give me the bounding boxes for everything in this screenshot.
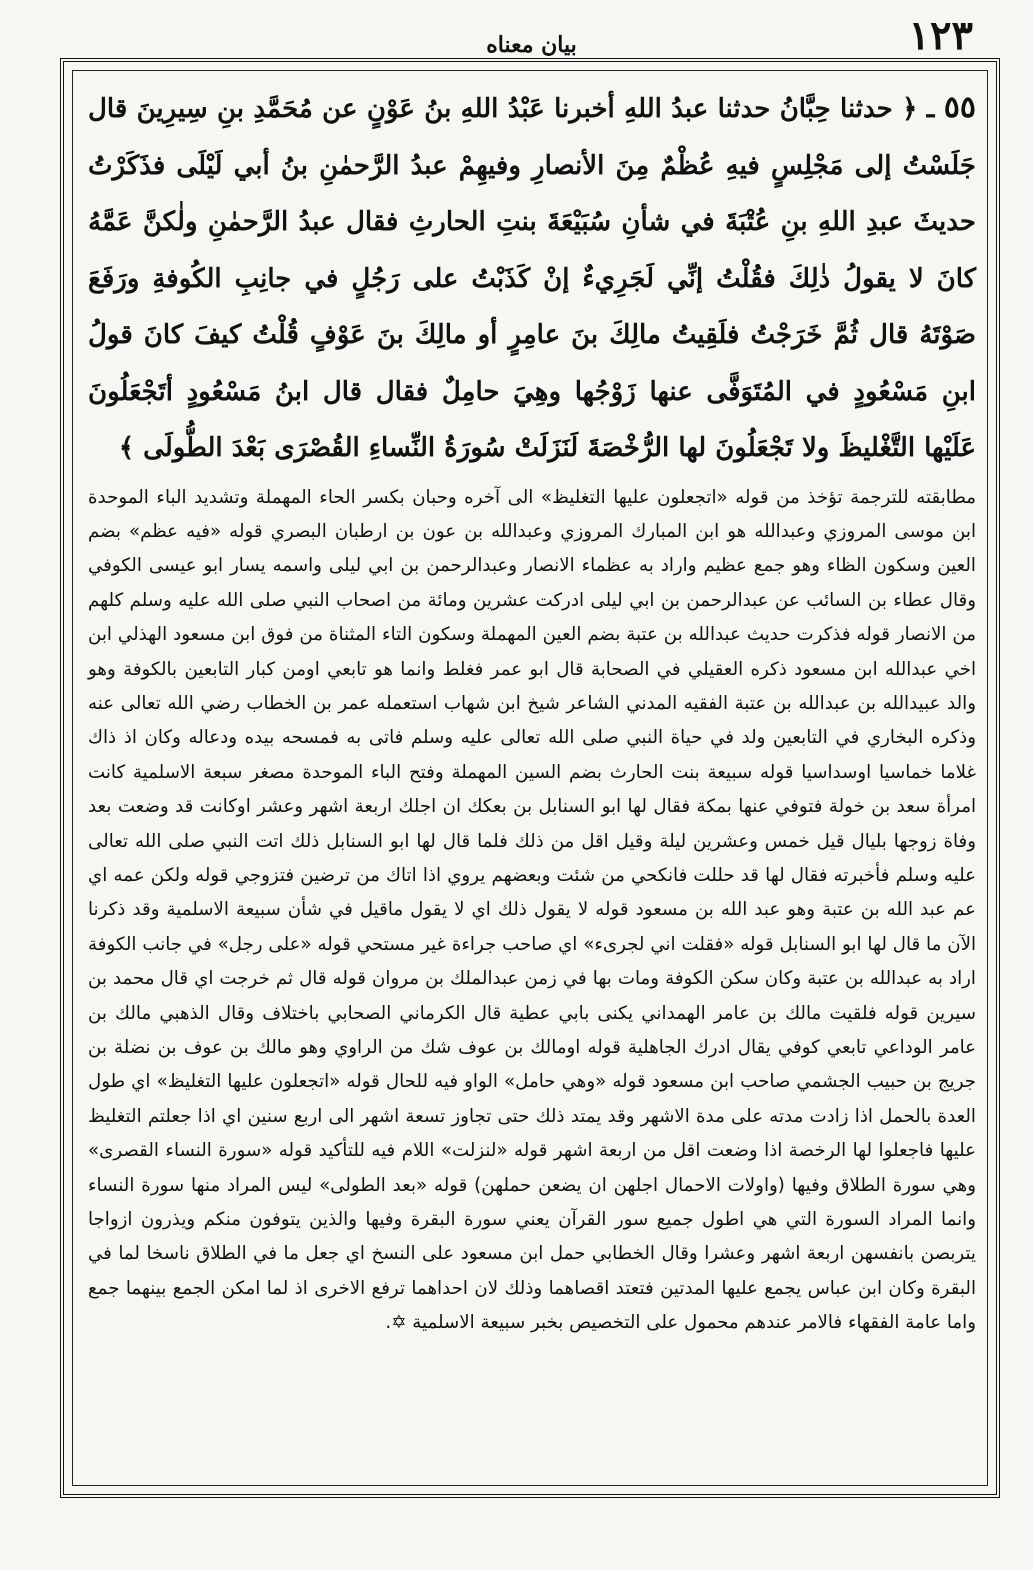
- hadith-text: ﴿ حدثنا حِبَّانُ حدثنا عبدُ اللهِ أخبرنا عَبْدُ اللهِ بنُ عَوْنٍ عن مُحَمَّدِ بنِ سِيرِينَ قال جَلَسْتُ إلى مَجْلِسٍ فيهِ عُظْمٌ مِنَ الأنصارِ وفيهِمْ عبدُ الرَّحمٰنِ بنُ أبي لَيْلَى فذَكَرْتُ حديثَ عبدِ اللهِ بنِ عُتْبَةَ في شأنِ سُبَيْعَةَ بنتِ الحارثِ فقال عبدُ الرَّحمٰنِ ولٰكنَّ عَمَّهُ كانَ لا يقولُ ذٰلِكَ فقُلْتُ إنِّي لَجَرِيءٌ إنْ كَذَبْتُ على رَجُلٍ في جانِبِ الكُوفةِ ورَفَعَ صَوْتَهُ قال ثُمَّ خَرَجْتُ فلَقِيتُ مالِكَ بنَ عامِرٍ أو مالِكَ بنَ عَوْفٍ قُلْتُ كيفَ كانَ قولُ ابنِ مَسْعُودٍ في المُتَوَفَّى عنها زَوْجُها وهِيَ حامِلٌ فقال قال ابنُ مَسْعُودٍ أتَجْعَلُونَ عَلَيْها التَّغْليظَ ولا تَجْعَلُونَ لها الرُّخْصَةَ لَنَزَلَتْ سُورَةُ النِّساءِ القُصْرَى بَعْدَ الطُّولَى ﴾: [88, 94, 976, 463]
- text-frame: [60, 58, 1000, 1498]
- hadith-separator: ـ: [917, 94, 935, 124]
- running-title: بيان معناه: [486, 32, 577, 58]
- page-content: [88, 80, 976, 1474]
- commentary-text: مطابقته للترجمة تؤخذ من قوله «اتجعلون عليها التغليظ» الى آخره وحبان بكسر الحاء المهملة وتشديد الباء الموحدة ابن موسى المروزي وعبدالله هو ابن المبارك المروزي وعبدالله بن عون بن ارطبان البصري قوله «فيه عظم» بضم العين وسكون الظاء وهو جمع عظيم واراد به عظماء الانصار وعبدالرحمن بن ابي ليلى واسمه يسار ابو عيسى الكوفي وقال عطاء بن السائب عن عبدالرحمن بن ابي ليلى ادركت عشرين ومائة من اصحاب النبي صلى الله عليه وسلم كلهم من الانصار قوله فذكرت حديث عبدالله بن عتبة بضم العين المهملة وسكون التاء المثناة من فوق ابن مسعود الهذلي ابن اخي عبدالله ابن مسعود ذكره العقيلي في الصحابة قال ابو عمر فغلط وانما هو تابعي اومن كبار التابعين بالكوفة وهو والد عبيدالله بن عبدالله بن عتبة الفقيه المدني الشاعر شيخ ابن شهاب استعمله عمر بن الخطاب رضي الله تعالى عنه وذكره البخاري في التابعين ولد في حياة النبي صلى الله تعالى عليه وسلم فاتى به فمسحه بيده ودعاله وكان اذ ذاك غلاما خماسيا اوسداسيا قوله سبيعة بنت الحارث بضم السين المهملة وفتح الباء الموحدة مصغر سبعة الاسلمية كانت امرأة سعد بن خولة فتوفي عنها بمكة فقال لها ابو السنابل بن بعكك ان اجلك اربعة اشهر وعشر اوكانت قد وضعت بعد وفاة زوجها بليال قيل خمس وعشرين ليلة وقيل اقل من ذلك فلما قال لها ابو السنابل ذلك اتت النبي صلى الله تعالى عليه وسلم فأخبرته فقال لها قد حللت فانكحي من شئت وبعضهم يروي اذا اتاك من ترضين فتزوجي قوله ولكن عمه اي عم عبد الله بن عتبة وهو عبد الله بن مسعود قوله لا يقول ذلك اي لا يقول ماقيل في شأن سبيعة الاسلمية وقد ذكرنا الآن ما قال لها ابو السنابل قوله «فقلت اني لجرىء» اي صاحب جراءة غير مستحي قوله «على رجل» في جانب الكوفة اراد به عبدالله بن عتبة وكان سكن الكوفة ومات بها في زمن عبدالملك بن مروان قوله قال ثم خرجت اي قال محمد بن سيرين قوله فلقيت مالك بن عامر الهمداني يكنى بابي عطية قال الكرماني الصحابي باختلاف وقال الذهبي مالك بن عامر الوداعي تابعي كوفي يقال ادرك الجاهلية قوله اومالك بن عوف شك من الراوي وهو مالك بن عوف بن نضلة بن جريج بن حبيب الجشمي صاحب ابن مسعود قوله «وهي حامل» الواو فيه للحال قوله «اتجعلون عليها التغليظ» اي طول العدة بالحمل اذا زادت مدته على مدة الاشهر وقد يمتد ذلك حتى تجاوز تسعة اشهر الى اربع سنين اي اذا جعلتم التغليظ عليها فاجعلوا لها الرخصة اذا وضعت اقل من اربعة اشهر قوله «لنزلت» اللام فيه للتأكيد قوله «سورة النساء القصرى» وهي سورة الطلاق وفيها (واولات الاحمال اجلهن ان يضعن حملهن) قوله «بعد الطولى» ليس المراد منها سورة النساء وانما المراد السورة التي هي اطول جميع سور القرآن يعني سورة البقرة وفيها والذين يتوفون منكم ويذرون ازواجا يتربصن بانفسهن اربعة اشهر وعشرا وقال الخطابي حمل ابن مسعود على النسخ اي جعل ما في الطلاق ناسخا لما في البقرة وكان ابن عباس يجمع عليها المدتين فتعتد اقصاهما وذلك لان احداهما ترفع الاخرى اذ لما امكن الجمع بينهما جمع واما عامة الفقهاء فالامر عندهم محمول على التخصيص بخبر سبيعة الاسلمية ✡.: [88, 486, 976, 1334]
- hadith-text-block: [88, 80, 976, 477]
- page-header: [60, 12, 1003, 58]
- hadith-number: ٥٥: [943, 90, 976, 125]
- page-number: ١٢٣: [908, 12, 973, 59]
